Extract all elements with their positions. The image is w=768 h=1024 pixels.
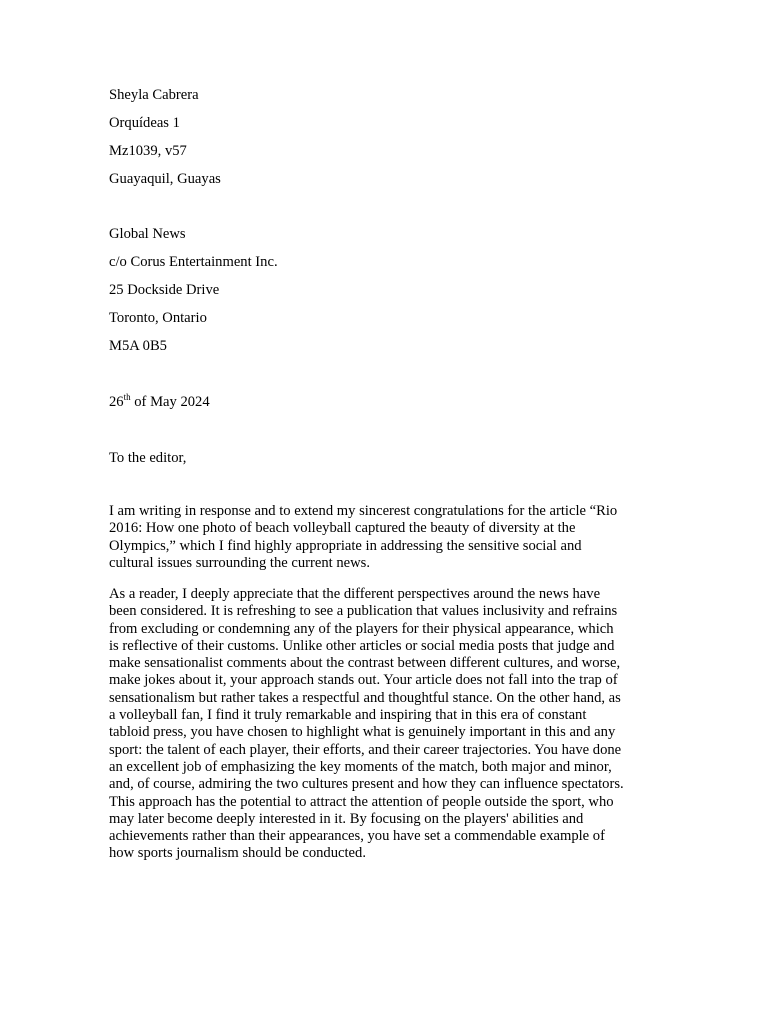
sender-address-line-2: Mz1039, v57 [109, 143, 187, 159]
paragraph-line: make jokes about it, your approach stands out. Your article does not fall into the trap of [109, 672, 618, 689]
body-paragraph-2 [109, 586, 660, 863]
paragraph-line: As a reader, I deeply appreciate that the different perspectives around the news have [109, 586, 601, 602]
salutation: To the editor, [109, 450, 187, 466]
paragraph-line: achievements rather than their appearances, you have set a commendable example of [109, 828, 605, 845]
sender-name: Sheyla Cabrera [109, 87, 199, 103]
recipient-care-of: c/o Corus Entertainment Inc. [109, 254, 278, 270]
paragraph-line: I am writing in response and to extend my sincerest congratulations for the article “Rio [109, 503, 618, 519]
paragraph-line: an excellent job of emphasizing the key moments of the match, both major and minor, [109, 758, 612, 775]
recipient-postal-code: M5A 0B5 [109, 338, 167, 354]
paragraph-line: sport: the talent of each player, their efforts, and their career trajectories. You have done [109, 741, 622, 758]
paragraph-line: 2016: How one photo of beach volleyball captured the beauty of diversity at the [109, 520, 576, 537]
recipient-city: Toronto, Ontario [109, 310, 207, 326]
recipient-name: Global News [109, 226, 186, 242]
sender-address-line-1: Orquídeas 1 [109, 115, 180, 131]
paragraph-line: how sports journalism should be conducted. [109, 845, 366, 862]
letter-date [109, 393, 210, 411]
date-month-year: of May 2024 [130, 394, 210, 410]
paragraph-line: Olympics,” which I find highly appropriate in addressing the sensitive social and [109, 537, 582, 554]
paragraph-line: This approach has the potential to attract the attention of people outside the sport, who [109, 793, 614, 810]
paragraph-line: been considered. It is refreshing to see a publication that values inclusivity and refrains [109, 603, 618, 620]
paragraph-line: cultural issues surrounding the current news. [109, 554, 371, 571]
body-paragraph-1 [109, 503, 660, 572]
date-day-suffix: th [123, 392, 131, 402]
paragraph-line: may later become deeply interested in it. By focusing on the players' abilities and [109, 810, 584, 827]
paragraph-line: a volleyball fan, I find it truly remarkable and inspiring that in this era of constant [109, 707, 587, 724]
sender-city: Guayaquil, Guayas [109, 171, 221, 187]
date-day: 26 [109, 394, 124, 410]
paragraph-line: and, of course, admiring the two cultures present and how they can influence spectators. [109, 776, 624, 793]
paragraph-line: is reflective of their customs. Unlike other articles or social media posts that judge and [109, 637, 615, 654]
paragraph-line: from excluding or condemning any of the players for their physical appearance, which [109, 620, 614, 637]
recipient-street: 25 Dockside Drive [109, 282, 220, 298]
paragraph-line: tabloid press, you have chosen to highlight what is genuinely important in this and any [109, 724, 616, 741]
paragraph-line: make sensationalist comments about the contrast between different cultures, and worse, [109, 655, 621, 672]
paragraph-line: sensationalism but rather takes a respectful and thoughtful stance. On the other hand, as [109, 689, 621, 706]
